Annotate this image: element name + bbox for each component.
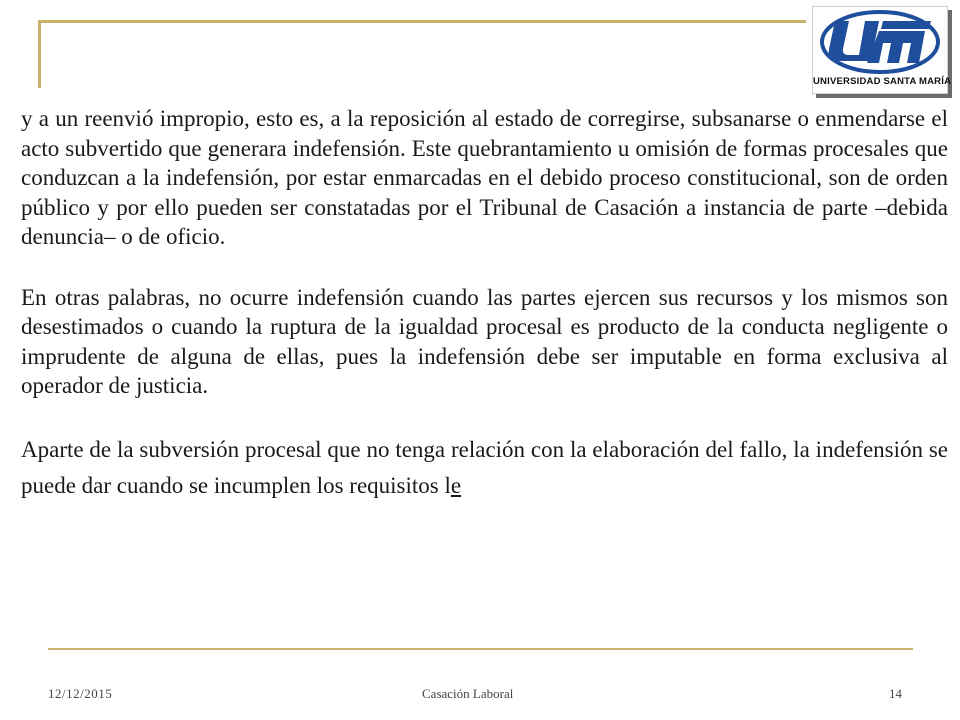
- paragraph-3-underlined-tail: e: [450, 472, 462, 498]
- university-logo: [812, 6, 952, 94]
- usm-emblem-icon: [813, 7, 947, 75]
- footer-divider: [48, 648, 913, 650]
- paragraph-2: En otras palabras, no ocurre indefensión cuando las partes ejercen sus recursos y los mismos son desestimados o cuando la ruptura de la igualdad procesal es producto de la conducta negligente o imprudente de alguna de ellas, pues la indefensión debe ser imputable en forma exclusiva al operador de justicia.: [21, 284, 948, 398]
- frame-horizontal-line: [38, 20, 806, 23]
- slide-body: [21, 104, 948, 504]
- logo-caption: UNIVERSIDAD SANTA MARÍA: [813, 76, 952, 87]
- paragraph-1: y a un reenvió impropio, esto es, a la reposición al estado de corregirse, subsanarse o enmendarse el acto subvertido que generara indefensión. Este quebrantamiento u omisión de formas procesales que conduzcan a la indefensión, por estar enmarcadas en el debido proceso constitucional, son de orden público y por ello pueden ser constatadas por el Tribunal de Casación a instancia de parte –debida denuncia– o de oficio.: [21, 106, 948, 249]
- footer-page-number: 14: [889, 686, 902, 701]
- footer-title: Casación Laboral: [422, 686, 514, 701]
- footer-date: 12/12/2015: [48, 686, 113, 701]
- paragraph-3: [21, 432, 948, 504]
- frame-vertical-line: [38, 20, 41, 88]
- paragraph-3-text: Aparte de la subversión procesal que no tenga relación con la elaboración del fallo, la indefensión se puede dar cuando se incumplen los requisitos l: [21, 436, 948, 498]
